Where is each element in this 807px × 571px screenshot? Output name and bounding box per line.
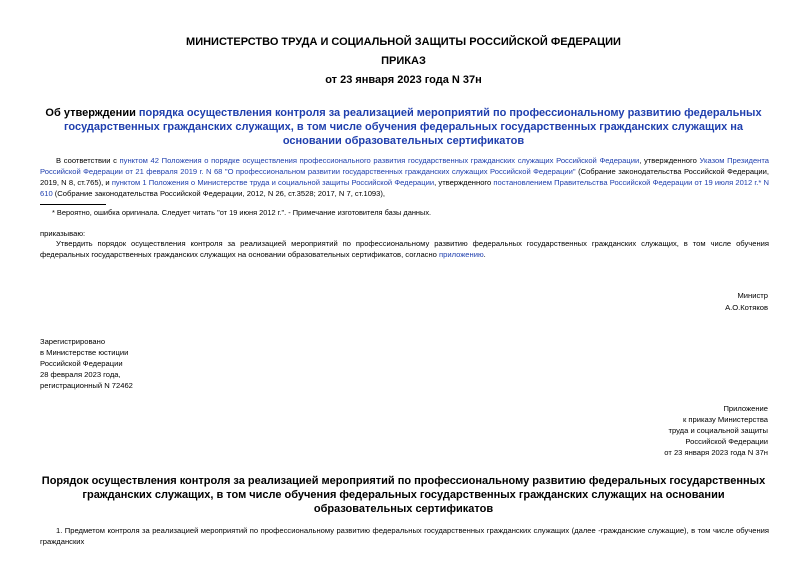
preamble-text-2: , утвержденного xyxy=(639,156,700,165)
doc-type-heading: ПРИКАЗ xyxy=(381,55,426,67)
link-ministry-regulation[interactable]: пунктом 1 Положения о Министерстве труда и социальной защиты Российской Федерации xyxy=(111,178,435,187)
registration-line-3: Российской Федерации xyxy=(40,359,123,368)
registration-line-2: в Министерстве юстиции xyxy=(40,348,129,357)
registration-line-1: Зарегистрировано xyxy=(40,337,106,346)
signature-name: А.О.Котяков xyxy=(725,303,768,312)
title-prefix: Об утверждении xyxy=(45,107,139,119)
appendix-line-4: Российской Федерации xyxy=(685,437,768,446)
registration-block xyxy=(40,336,133,391)
appendix-line-2: к приказу Министерства xyxy=(682,415,768,424)
preamble-text-5: (Собрание законодательства Российской Федерации, 2012, N 26, ст.3528; 2017, N 7, ст.1093), xyxy=(52,189,386,198)
registration-line-5: регистрационный N 72462 xyxy=(40,381,133,390)
preamble-text-1: В соответствии с xyxy=(56,156,120,165)
order-text: Утвердить порядок осуществления контроля за реализацией мероприятий по профессиональному развитию федеральных государственных гражданских служащих, в том числе обучения федеральных государственных гражданских служащих на основании образовательных сертификатов, согласно xyxy=(40,239,769,259)
signature-position: Министр xyxy=(737,291,768,300)
preamble-paragraph xyxy=(40,155,769,199)
preamble-text-4: , утвержденного xyxy=(434,178,494,187)
doc-date-number: от 23 января 2023 года N 37н xyxy=(325,74,482,86)
preamble-text-3: (Собрание законодательства Российской Федерации, 2019, N 8, ст.765), и xyxy=(40,167,769,187)
clause-1: 1. Предметом контроля за реализацией мероприятий по профессиональному развитию федеральных государственных гражданских служащих (далее -гражданские служащие), в том числе обучения гражданских xyxy=(40,526,769,546)
link-presidential-decree[interactable]: Указом Президента Российской Федерации от 21 февраля 2019 г. N 68 "О профессиональном развитии государственных гражданских служащих Российской Федерации" xyxy=(40,156,769,176)
link-clause-42[interactable]: пунктом 42 Положения о порядке осуществления профессионального развития государственных гражданских служащих Российской Федерации xyxy=(119,156,640,165)
order-word: приказываю: xyxy=(40,229,86,238)
order-paragraph xyxy=(40,238,769,260)
document-title xyxy=(36,106,771,148)
registration-line-4: 28 февраля 2023 года, xyxy=(40,370,121,379)
procedure-title: Порядок осуществления контроля за реализацией мероприятий по профессиональному развитию федеральных государственных гражданских служащих, в том числе обучения федеральных государственных гражданских служащих на основании образовательных сертификатов xyxy=(41,475,766,515)
appendix-line-5: от 23 января 2023 года N 37н xyxy=(664,448,768,457)
order-end: . xyxy=(483,250,486,259)
link-government-resolution[interactable]: постановлением Правительства Российской Федерации от 19 июля 2012 г.* N 610 xyxy=(40,178,770,198)
appendix-line-3: труда и социальной защиты xyxy=(668,426,768,435)
appendix-block xyxy=(664,403,768,458)
title-procedure-link[interactable]: порядка осуществления контроля за реализацией мероприятий по профессиональному развитию федеральных государственных гражданских служащих, в том числе обучения федеральных государственных гражданских служащих на основании образовательных сертификатов xyxy=(63,107,762,147)
signature-block xyxy=(725,290,768,314)
appendix-line-1: Приложение xyxy=(723,404,768,413)
footnote-divider xyxy=(40,204,106,205)
ministry-heading: МИНИСТЕРСТВО ТРУДА И СОЦИАЛЬНОЙ ЗАЩИТЫ РОССИЙСКОЙ ФЕДЕРАЦИИ xyxy=(186,36,621,48)
appendix-link[interactable]: приложению xyxy=(439,250,484,259)
footnote: * Вероятно, ошибка оригинала. Следует читать "от 19 июня 2012 г.". - Примечание изготовителя базы данных. xyxy=(52,208,432,217)
